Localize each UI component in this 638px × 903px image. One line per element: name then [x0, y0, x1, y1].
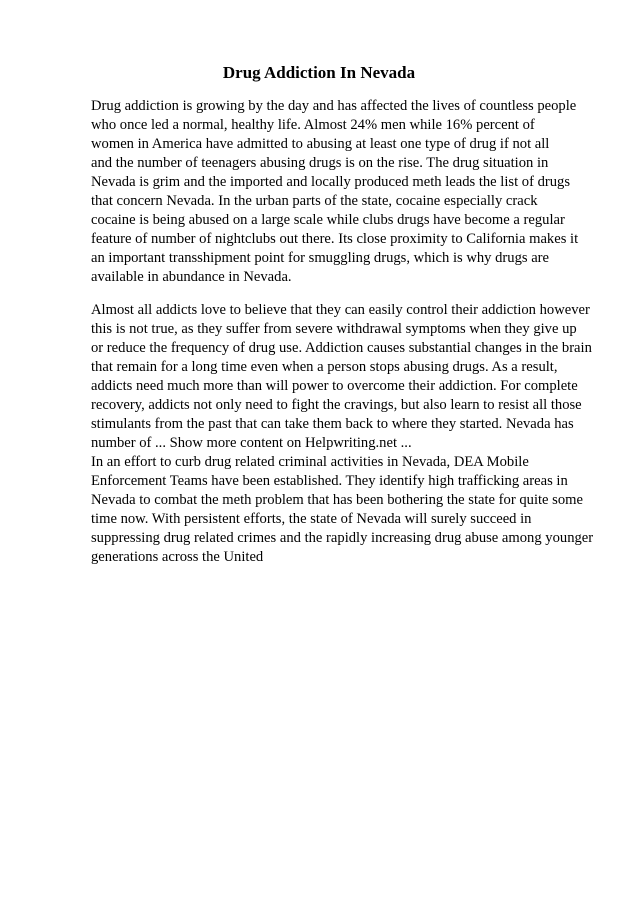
paragraph-1-line: cocaine is being abused on a large scale while clubs drugs have become a regular: [91, 212, 565, 228]
paragraph-2-line: Nevada to combat the meth problem that has been bothering the state for quite some: [91, 492, 583, 508]
page-title: Drug Addiction In Nevada: [222, 63, 416, 82]
paragraph-2-line: recovery, addicts not only need to fight the cravings, but also learn to resist all those: [91, 397, 582, 413]
paragraph-2-line: that remain for a long time even when a person stops abusing drugs. As a result,: [91, 359, 558, 375]
paragraph-1-line: women in America have admitted to abusing at least one type of drug if not all: [91, 136, 550, 152]
paragraph-1-line: that concern Nevada. In the urban parts of the state, cocaine especially crack: [91, 193, 538, 209]
paragraph-1-line: Nevada is grim and the imported and locally produced meth leads the list of drugs: [91, 174, 571, 190]
paragraph-2-line: addicts need much more than will power to overcome their addiction. For complete: [91, 378, 578, 394]
paragraph-2-line: stimulants from the past that can take them back to where they started. Nevada has: [91, 416, 574, 432]
paragraph-1-line: available in abundance in Nevada.: [91, 269, 292, 285]
paragraph-1-line: feature of number of nightclubs out there. Its close proximity to California makes it: [91, 231, 579, 247]
paragraph-2-line: number of ... Show more content on Helpwriting.net ...: [91, 435, 412, 451]
paragraph-2-line: time now. With persistent efforts, the state of Nevada will surely succeed in: [91, 511, 532, 527]
paragraph-2-line: this is not true, as they suffer from severe withdrawal symptoms when they give up: [91, 321, 577, 337]
paragraph-2-line: or reduce the frequency of drug use. Addiction causes substantial changes in the brain: [91, 340, 592, 356]
paragraph-2-line: In an effort to curb drug related criminal activities in Nevada, DEA Mobile: [91, 454, 529, 470]
paragraph-1-line: an important transshipment point for smuggling drugs, which is why drugs are: [91, 250, 550, 266]
paragraph-2-line: suppressing drug related crimes and the rapidly increasing drug abuse among younger: [91, 530, 594, 546]
paragraph-1-line: and the number of teenagers abusing drugs is on the rise. The drug situation in: [91, 155, 549, 171]
paragraph-2-line: generations across the United: [91, 549, 264, 565]
paragraph-1-line: Drug addiction is growing by the day and has affected the lives of countless people: [91, 98, 577, 114]
paragraph-2-line: Enforcement Teams have been established. They identify high trafficking areas in: [91, 473, 568, 489]
paragraph-1-line: who once led a normal, healthy life. Almost 24% men while 16% percent of: [91, 117, 535, 133]
paragraph-2-line: Almost all addicts love to believe that they can easily control their addiction however: [91, 302, 590, 318]
